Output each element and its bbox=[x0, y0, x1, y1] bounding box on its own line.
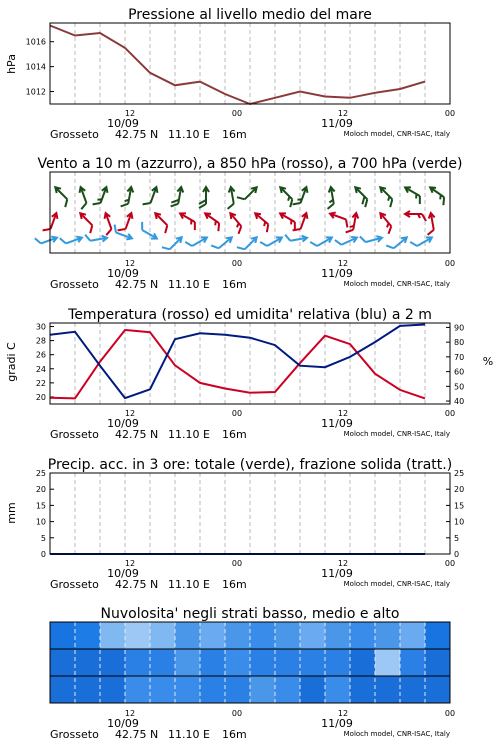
wind-barb bbox=[350, 185, 372, 207]
pressure-frame bbox=[50, 23, 450, 104]
wind-barb-shaft bbox=[206, 214, 219, 223]
cloud-cell bbox=[200, 649, 226, 677]
cloud-cell bbox=[350, 676, 376, 704]
x-tick: 12 bbox=[124, 709, 136, 718]
wind-barb bbox=[386, 232, 409, 253]
y-tick-label: 26 bbox=[35, 350, 46, 360]
cloud-panel bbox=[50, 606, 455, 741]
wind-barb bbox=[177, 211, 200, 230]
wind-barb-feather bbox=[410, 240, 417, 248]
wind-barb-shaft bbox=[81, 214, 92, 225]
y-tick-label: 30 bbox=[35, 322, 46, 332]
wind-barb bbox=[93, 185, 110, 208]
y-tick-label: 24 bbox=[35, 364, 46, 374]
station-info bbox=[50, 578, 247, 591]
y-tick-label: 15 bbox=[35, 501, 46, 511]
pressure-panel bbox=[5, 7, 455, 141]
station-elev: 16m bbox=[222, 278, 247, 291]
y-tick-label: 20 bbox=[454, 485, 465, 495]
wind-barb bbox=[75, 211, 97, 233]
station-lon: 11.10 E bbox=[168, 278, 210, 291]
cloud-cell bbox=[300, 649, 326, 677]
cloud-cell bbox=[225, 676, 251, 704]
wind-barb-feather bbox=[236, 226, 244, 234]
credit: Moloch model, CNR-ISAC, Italy bbox=[343, 580, 450, 588]
cloud-cell bbox=[125, 622, 151, 650]
wind-barb-shaft bbox=[356, 188, 367, 199]
x-tick: 12 bbox=[337, 709, 349, 718]
station-lat: 42.75 N bbox=[115, 428, 159, 441]
wind-barb-feather bbox=[121, 203, 129, 208]
wind-barb-feather bbox=[237, 244, 245, 252]
pressure-ylabel: hPa bbox=[5, 54, 18, 74]
cloud-cell bbox=[400, 622, 426, 650]
pressure-gridlines bbox=[75, 23, 425, 104]
cloud-cell bbox=[125, 676, 151, 704]
wind-barb-feather bbox=[335, 238, 342, 246]
wind-barb bbox=[137, 222, 160, 241]
wind-barb-feather bbox=[139, 222, 146, 230]
cloud-cell bbox=[300, 676, 326, 704]
wind-barb-feather bbox=[60, 237, 66, 245]
temperature-panel bbox=[5, 307, 493, 441]
wind-barb-feather bbox=[416, 196, 423, 204]
wind-barb bbox=[201, 211, 224, 231]
pressure-xticks bbox=[125, 109, 455, 118]
wind-barb-feather bbox=[87, 225, 95, 233]
cloud-cell bbox=[150, 649, 176, 677]
cloud-cell bbox=[400, 676, 426, 704]
cloud-cell bbox=[125, 649, 151, 677]
wind-barb-feather bbox=[310, 240, 317, 248]
y-tick-label: 10 bbox=[454, 517, 465, 527]
cloud-cell bbox=[350, 622, 376, 650]
wind-barb-feather bbox=[162, 244, 170, 252]
wind-barb bbox=[85, 231, 107, 244]
y-tick-label: 1016 bbox=[25, 37, 46, 47]
y-tick-label: 22 bbox=[35, 378, 46, 388]
credit: Moloch model, CNR-ISAC, Italy bbox=[343, 280, 450, 288]
precipitation-xticks bbox=[125, 559, 455, 568]
wind-barb-feather bbox=[360, 235, 366, 243]
wind-barb bbox=[111, 225, 134, 242]
wind-barb-shaft bbox=[381, 214, 391, 226]
temperature-ylabel: gradi C bbox=[5, 342, 18, 382]
wind-barb-feather bbox=[43, 227, 51, 233]
wind-barb bbox=[293, 185, 310, 208]
wind-barb bbox=[346, 212, 359, 234]
x-tick: 12 bbox=[124, 559, 136, 568]
cloud-cell bbox=[400, 649, 426, 677]
wind-barb-feather bbox=[185, 240, 192, 248]
wind-barb bbox=[237, 182, 259, 204]
wind-barb bbox=[162, 232, 184, 254]
station-lat: 42.75 N bbox=[115, 278, 159, 291]
y-tick-label: 90 bbox=[454, 323, 465, 333]
y-tick-label: 80 bbox=[454, 338, 465, 348]
wind-barb bbox=[211, 232, 234, 253]
x-tick: 12 bbox=[124, 259, 136, 268]
cloud-cell bbox=[300, 622, 326, 650]
wind-barb bbox=[251, 211, 274, 232]
cloud-cell bbox=[225, 622, 251, 650]
station-lon: 11.10 E bbox=[168, 128, 210, 141]
x-tick: 00 bbox=[444, 109, 456, 118]
station-info bbox=[50, 128, 247, 141]
wind-barb-feather bbox=[327, 204, 335, 209]
date-label: 11/09 bbox=[321, 267, 353, 280]
pressure-title: Pressione al livello medio del mare bbox=[128, 7, 372, 23]
station-elev: 16m bbox=[222, 428, 247, 441]
cloud-cell bbox=[425, 676, 451, 704]
x-tick: 00 bbox=[231, 409, 243, 418]
station-lon: 11.10 E bbox=[168, 578, 210, 591]
wind-barb bbox=[310, 231, 333, 250]
wind-barb-feather bbox=[85, 234, 90, 242]
wind-barb bbox=[74, 186, 91, 209]
cloud-cell bbox=[250, 649, 276, 677]
wind-barb-feather bbox=[237, 194, 245, 202]
wind-barb bbox=[150, 211, 172, 233]
station-name: Grosseto bbox=[50, 278, 99, 291]
y-tick-label: 0 bbox=[454, 550, 460, 559]
wind-barb bbox=[143, 185, 160, 208]
date-label: 11/09 bbox=[321, 117, 353, 130]
y-tick-label: 1012 bbox=[25, 87, 46, 97]
wind-barb-feather bbox=[260, 240, 267, 248]
cloud-cell bbox=[100, 649, 126, 677]
x-tick: 12 bbox=[124, 109, 136, 118]
wind-barb-shaft bbox=[219, 238, 231, 248]
x-tick: 00 bbox=[444, 559, 456, 568]
x-tick: 00 bbox=[444, 409, 456, 418]
wind-barb bbox=[375, 185, 397, 207]
cloud-cell bbox=[375, 676, 401, 704]
wind-frame bbox=[50, 172, 450, 253]
wind-title: Vento a 10 m (azzurro), a 850 hPa (rosso), a 700 hPa (verde) bbox=[37, 156, 463, 172]
wind-barb-shaft bbox=[394, 238, 406, 248]
credit: Moloch model, CNR-ISAC, Italy bbox=[343, 130, 450, 138]
date-label: 10/09 bbox=[107, 717, 139, 730]
y-tick-label: 5 bbox=[40, 533, 46, 543]
wind-barb bbox=[99, 212, 116, 235]
wind-xticks bbox=[125, 259, 455, 268]
wind-barb-feather bbox=[285, 234, 290, 242]
station-lat: 42.75 N bbox=[115, 128, 159, 141]
wind-barb-feather bbox=[427, 230, 435, 235]
series-line bbox=[50, 330, 425, 398]
station-lat: 42.75 N bbox=[115, 578, 159, 591]
wind-barb-shaft bbox=[231, 214, 241, 226]
x-tick: 00 bbox=[231, 709, 243, 718]
station-info bbox=[50, 728, 247, 741]
date-label: 10/09 bbox=[107, 117, 139, 130]
wind-barb bbox=[335, 231, 358, 249]
wind-barb bbox=[360, 231, 383, 246]
precipitation-ylabel: mm bbox=[5, 502, 18, 524]
date-label: 10/09 bbox=[107, 417, 139, 430]
x-tick: 12 bbox=[124, 409, 136, 418]
cloud-cell bbox=[175, 622, 201, 650]
wind-barb bbox=[402, 185, 425, 204]
station-elev: 16m bbox=[222, 578, 247, 591]
station-elev: 16m bbox=[222, 128, 247, 141]
wind-barb-feather bbox=[62, 199, 70, 207]
wind-barb-shaft bbox=[156, 214, 167, 225]
cloud-cell bbox=[50, 676, 76, 704]
wind-barb bbox=[237, 232, 259, 254]
series-line bbox=[50, 26, 425, 105]
cloud-cell bbox=[275, 649, 301, 677]
wind-barb bbox=[285, 231, 307, 244]
wind-barb-feather bbox=[105, 229, 113, 235]
wind-barb-feather bbox=[143, 201, 151, 207]
wind-barb-feather bbox=[191, 222, 198, 230]
wind-panel bbox=[35, 156, 463, 291]
station-info bbox=[50, 428, 247, 441]
date-label: 11/09 bbox=[321, 417, 353, 430]
x-tick: 00 bbox=[444, 709, 456, 718]
humidity-ylabel: % bbox=[482, 355, 494, 368]
wind-barb bbox=[121, 186, 134, 208]
wind-barb-feather bbox=[199, 204, 206, 208]
cloud-cell bbox=[350, 649, 376, 677]
credit: Moloch model, CNR-ISAC, Italy bbox=[343, 730, 450, 738]
wind-barb bbox=[185, 231, 208, 250]
wind-barb-shaft bbox=[381, 188, 392, 199]
x-tick: 12 bbox=[337, 559, 349, 568]
x-tick: 12 bbox=[337, 409, 349, 418]
cloud-cell bbox=[150, 622, 176, 650]
cloud-cell bbox=[375, 622, 401, 650]
wind-barb-shaft bbox=[56, 188, 67, 199]
cloud-cell bbox=[200, 676, 226, 704]
cloud-cell bbox=[275, 676, 301, 704]
wind-barb-feather bbox=[211, 243, 219, 251]
wind-barb-shaft bbox=[281, 188, 292, 199]
station-info bbox=[50, 278, 247, 291]
wind-barb-shaft bbox=[431, 188, 444, 197]
wind-barb bbox=[277, 211, 300, 230]
cloud-cell bbox=[425, 622, 451, 650]
precipitation-panel bbox=[5, 457, 464, 591]
wind-barb bbox=[118, 211, 135, 234]
wind-barb-feather bbox=[93, 201, 101, 207]
cloud-cell bbox=[75, 676, 101, 704]
wind-barb-feather bbox=[293, 227, 301, 233]
date-label: 11/09 bbox=[321, 567, 353, 580]
station-elev: 16m bbox=[222, 728, 247, 741]
wind-barb-shaft bbox=[256, 214, 268, 224]
wind-barb-feather bbox=[344, 219, 350, 227]
wind-barb bbox=[410, 231, 433, 250]
wind-barb-feather bbox=[227, 204, 235, 209]
cloud-cell bbox=[50, 649, 76, 677]
cloud-cell bbox=[325, 622, 351, 650]
wind-barbs bbox=[35, 182, 449, 254]
wind-barb-feather bbox=[80, 203, 88, 209]
cloud-cell bbox=[50, 622, 76, 650]
y-tick-label: 70 bbox=[454, 352, 465, 362]
y-tick-label: 28 bbox=[35, 336, 46, 346]
cloud-cell bbox=[325, 676, 351, 704]
x-tick: 12 bbox=[337, 109, 349, 118]
wind-barb-feather bbox=[118, 227, 126, 233]
station-lon: 11.10 E bbox=[168, 728, 210, 741]
precipitation-gridlines bbox=[75, 473, 425, 554]
y-tick-label: 20 bbox=[35, 485, 46, 495]
cloud-cell bbox=[75, 649, 101, 677]
wind-barb bbox=[171, 186, 184, 208]
y-tick-label: 50 bbox=[454, 382, 465, 392]
cloud-cell bbox=[250, 622, 276, 650]
y-tick-label: 0 bbox=[40, 550, 46, 559]
y-tick-label: 60 bbox=[454, 367, 465, 377]
wind-barb bbox=[424, 212, 437, 234]
wind-barb-shaft bbox=[170, 238, 181, 249]
wind-barb bbox=[224, 186, 237, 208]
wind-barb bbox=[199, 187, 209, 208]
x-tick: 00 bbox=[231, 559, 243, 568]
precipitation-frame bbox=[50, 473, 450, 554]
wind-barb bbox=[260, 231, 283, 250]
cloud-cell bbox=[250, 676, 276, 704]
date-label: 10/09 bbox=[107, 567, 139, 580]
cloud-cell bbox=[425, 649, 451, 677]
cloud-cell bbox=[375, 649, 401, 677]
station-name: Grosseto bbox=[50, 578, 99, 591]
wind-barb bbox=[426, 185, 449, 205]
wind-barb bbox=[324, 186, 337, 208]
y-tick-label: 25 bbox=[35, 469, 46, 478]
wind-barb-feather bbox=[386, 226, 394, 234]
y-tick-label: 40 bbox=[454, 397, 465, 407]
cloud-cell bbox=[100, 676, 126, 704]
cloud-cell bbox=[275, 622, 301, 650]
x-tick: 00 bbox=[231, 109, 243, 118]
y-tick-label: 5 bbox=[454, 533, 460, 543]
station-lat: 42.75 N bbox=[115, 728, 159, 741]
temperature-xticks bbox=[125, 409, 455, 418]
station-lon: 11.10 E bbox=[168, 428, 210, 441]
wind-barb-feather bbox=[293, 201, 301, 207]
cloud-cell bbox=[175, 676, 201, 704]
credit: Moloch model, CNR-ISAC, Italy bbox=[343, 430, 450, 438]
wind-barb bbox=[43, 211, 60, 234]
wind-barb-feather bbox=[112, 225, 118, 233]
y-tick-label: 10 bbox=[35, 517, 46, 527]
cloud-cell bbox=[200, 622, 226, 650]
y-tick-label: 15 bbox=[454, 501, 465, 511]
x-tick: 12 bbox=[337, 259, 349, 268]
wind-barb bbox=[35, 231, 58, 248]
wind-barb bbox=[60, 231, 83, 248]
cloud-cells bbox=[50, 622, 451, 704]
y-tick-label: 25 bbox=[454, 469, 465, 478]
cloud-cell bbox=[175, 649, 201, 677]
wind-barb bbox=[375, 211, 396, 234]
station-name: Grosseto bbox=[50, 128, 99, 141]
wind-barb bbox=[50, 185, 72, 207]
cloud-cell bbox=[325, 649, 351, 677]
humidity-yticks bbox=[446, 323, 464, 406]
station-name: Grosseto bbox=[50, 428, 99, 441]
cloud-cell bbox=[100, 622, 126, 650]
wind-barb-shaft bbox=[245, 238, 256, 249]
cloud-cell bbox=[225, 649, 251, 677]
wind-barb-feather bbox=[162, 225, 170, 233]
wind-barb-feather bbox=[35, 237, 41, 245]
wind-barb bbox=[328, 211, 351, 228]
y-tick-label: 1014 bbox=[25, 62, 46, 72]
date-label: 11/09 bbox=[321, 717, 353, 730]
wind-barb bbox=[225, 211, 246, 234]
pressure-series bbox=[50, 26, 425, 105]
precipitation-title: Precip. acc. in 3 ore: totale (verde), frazione solida (tratt.) bbox=[47, 457, 453, 473]
cloud-xticks bbox=[125, 709, 455, 718]
x-tick: 00 bbox=[231, 259, 243, 268]
y-tick-label: 20 bbox=[35, 392, 46, 402]
date-label: 10/09 bbox=[107, 267, 139, 280]
x-tick: 00 bbox=[444, 259, 456, 268]
cloud-cell bbox=[150, 676, 176, 704]
cloud-cell bbox=[75, 622, 101, 650]
wind-barb bbox=[405, 211, 426, 221]
series-line bbox=[50, 325, 425, 399]
station-name: Grosseto bbox=[50, 728, 99, 741]
wind-barb-feather bbox=[386, 243, 394, 251]
wind-barb-feather bbox=[346, 229, 354, 234]
temperature-series bbox=[50, 325, 425, 399]
temperature-title: Temperatura (rosso) ed umidita' relativa (blu) a 2 m bbox=[68, 307, 432, 323]
cloud-title: Nuvolosita' negli strati basso, medio e alto bbox=[100, 606, 400, 622]
